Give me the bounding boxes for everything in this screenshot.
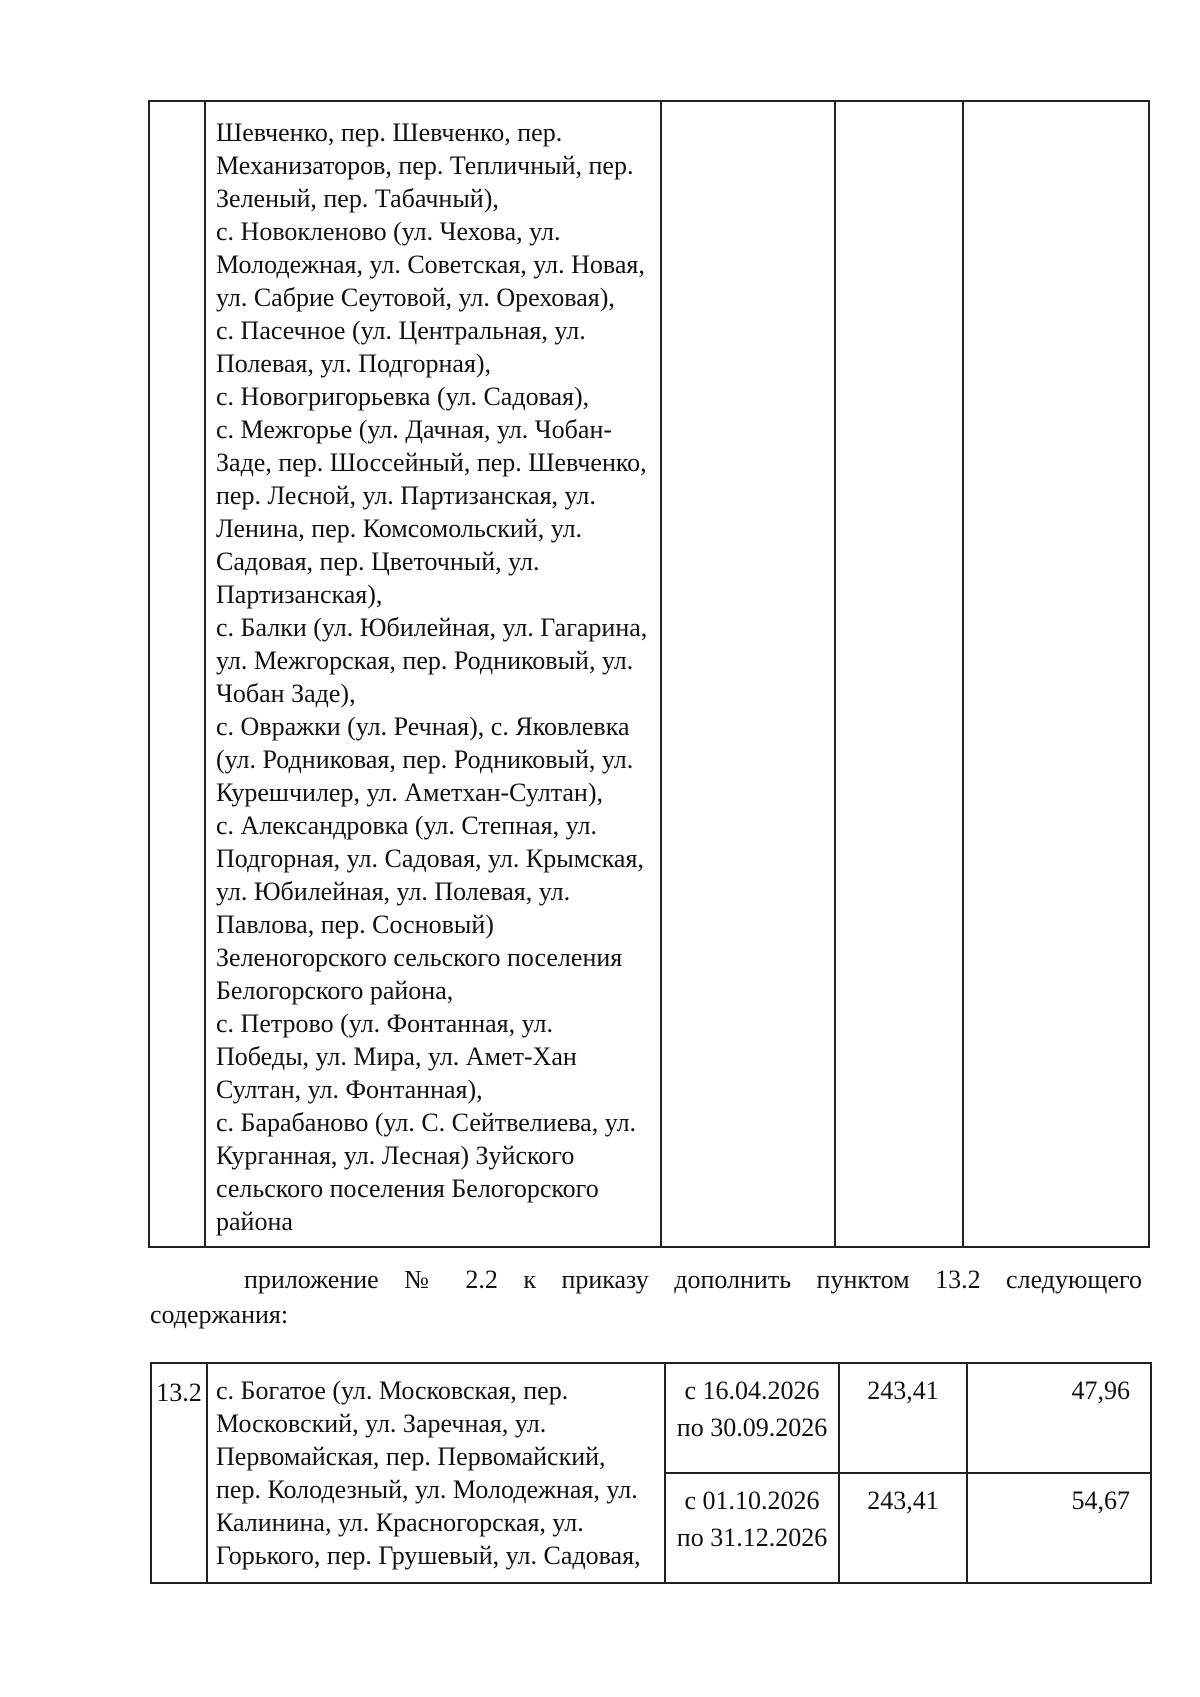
address-line: с. Богатое (ул. Московская, пер.	[216, 1376, 569, 1405]
address-line: ул. Юбилейная, ул. Полевая, ул.	[216, 877, 571, 906]
address-line: Победы, ул. Мира, ул. Амет-Хан	[216, 1042, 577, 1071]
address-line: Полевая, ул. Подгорная),	[216, 349, 492, 378]
address-line: Чобан Заде),	[216, 679, 356, 708]
address-line: Калинина, ул. Красногорская, ул.	[216, 1508, 584, 1537]
value-b-cell: 47,96	[967, 1363, 1151, 1473]
amendment-paragraph	[150, 1262, 1142, 1332]
address-line: с. Барабаново (ул. С. Сейтвелиева, ул.	[216, 1108, 637, 1137]
address-line: с. Новокленово (ул. Чехова, ул.	[216, 217, 561, 246]
period-cell	[665, 1473, 839, 1583]
address-line: района	[216, 1207, 293, 1236]
value-a-cell	[835, 101, 963, 1247]
value-b-cell	[963, 101, 1149, 1247]
tariff-table-continuation	[148, 100, 1150, 1248]
address-line: (ул. Родниковая, пер. Родниковый, ул.	[216, 745, 634, 774]
number-cell	[149, 101, 205, 1247]
address-line: Павлова, пер. Сосновый)	[216, 910, 494, 939]
address-line: Партизанская),	[216, 580, 383, 609]
paragraph-line: приложение № 2.2 к приказу дополнить пунктом 13.2 следующего	[244, 1265, 1142, 1294]
address-line: Султан, ул. Фонтанная),	[216, 1075, 483, 1104]
value-a-cell: 243,41	[839, 1363, 967, 1473]
address-line: пер. Колодезный, ул. Молодежная, ул.	[216, 1475, 638, 1504]
table-row	[151, 1363, 1151, 1473]
table-row	[149, 101, 1149, 1247]
address-line: Механизаторов, пер. Тепличный, пер.	[216, 151, 634, 180]
address-line: Ленина, пер. Комсомольский, ул.	[216, 514, 583, 543]
address-line: с. Балки (ул. Юбилейная, ул. Гагарина,	[216, 613, 648, 642]
address-line: Шевченко, пер. Шевченко, пер.	[216, 118, 563, 147]
address-line: Подгорная, ул. Садовая, ул. Крымская,	[216, 844, 644, 873]
period-from: с 01.10.2026	[684, 1486, 820, 1515]
period-to: по 31.12.2026	[676, 1523, 828, 1552]
address-line: Первомайская, пер. Первомайский,	[216, 1442, 606, 1471]
paragraph-line: содержания:	[150, 1300, 289, 1329]
address-line: ул. Межгорская, пер. Родниковый, ул.	[216, 646, 634, 675]
address-cell	[205, 101, 661, 1247]
address-cell	[207, 1363, 665, 1583]
address-line: Зеленый, пер. Табачный),	[216, 184, 499, 213]
value-b-cell: 54,67	[967, 1473, 1151, 1583]
address-line: Молодежная, ул. Советская, ул. Новая,	[216, 250, 645, 279]
address-line: Курешчилер, ул. Аметхан-Султан),	[216, 778, 604, 807]
period-to: по 30.09.2026	[676, 1413, 828, 1442]
period-cell	[665, 1363, 839, 1473]
address-line: сельского поселения Белогорского	[216, 1174, 599, 1203]
address-line: с. Пасечное (ул. Центральная, ул.	[216, 316, 586, 345]
address-line: Зеленогорского сельского поселения	[216, 943, 623, 972]
address-line: Горького, пер. Грушевый, ул. Садовая,	[216, 1541, 641, 1570]
address-line: с. Петрово (ул. Фонтанная, ул.	[216, 1009, 553, 1038]
address-line: Московский, ул. Заречная, ул.	[216, 1409, 547, 1438]
address-line: с. Овражки (ул. Речная), с. Яковлевка	[216, 712, 630, 741]
address-line: ул. Сабрие Сеутовой, ул. Ореховая),	[216, 283, 615, 312]
period-cell	[661, 101, 835, 1247]
address-line: с. Межгорье (ул. Дачная, ул. Чобан-	[216, 415, 613, 444]
address-line: Садовая, пер. Цветочный, ул.	[216, 547, 540, 576]
address-line: с. Александровка (ул. Степная, ул.	[216, 811, 597, 840]
address-line: Белогорского района,	[216, 976, 454, 1005]
address-line: Заде, пер. Шоссейный, пер. Шевченко,	[216, 448, 647, 477]
address-line: с. Новогригорьевка (ул. Садовая),	[216, 382, 590, 411]
tariff-table-new-item	[150, 1362, 1152, 1584]
item-number: 13.2	[151, 1363, 207, 1583]
value-a-cell: 243,41	[839, 1473, 967, 1583]
address-line: Курганная, ул. Лесная) Зуйского	[216, 1141, 575, 1170]
period-from: с 16.04.2026	[684, 1376, 820, 1405]
address-line: пер. Лесной, ул. Партизанская, ул.	[216, 481, 596, 510]
